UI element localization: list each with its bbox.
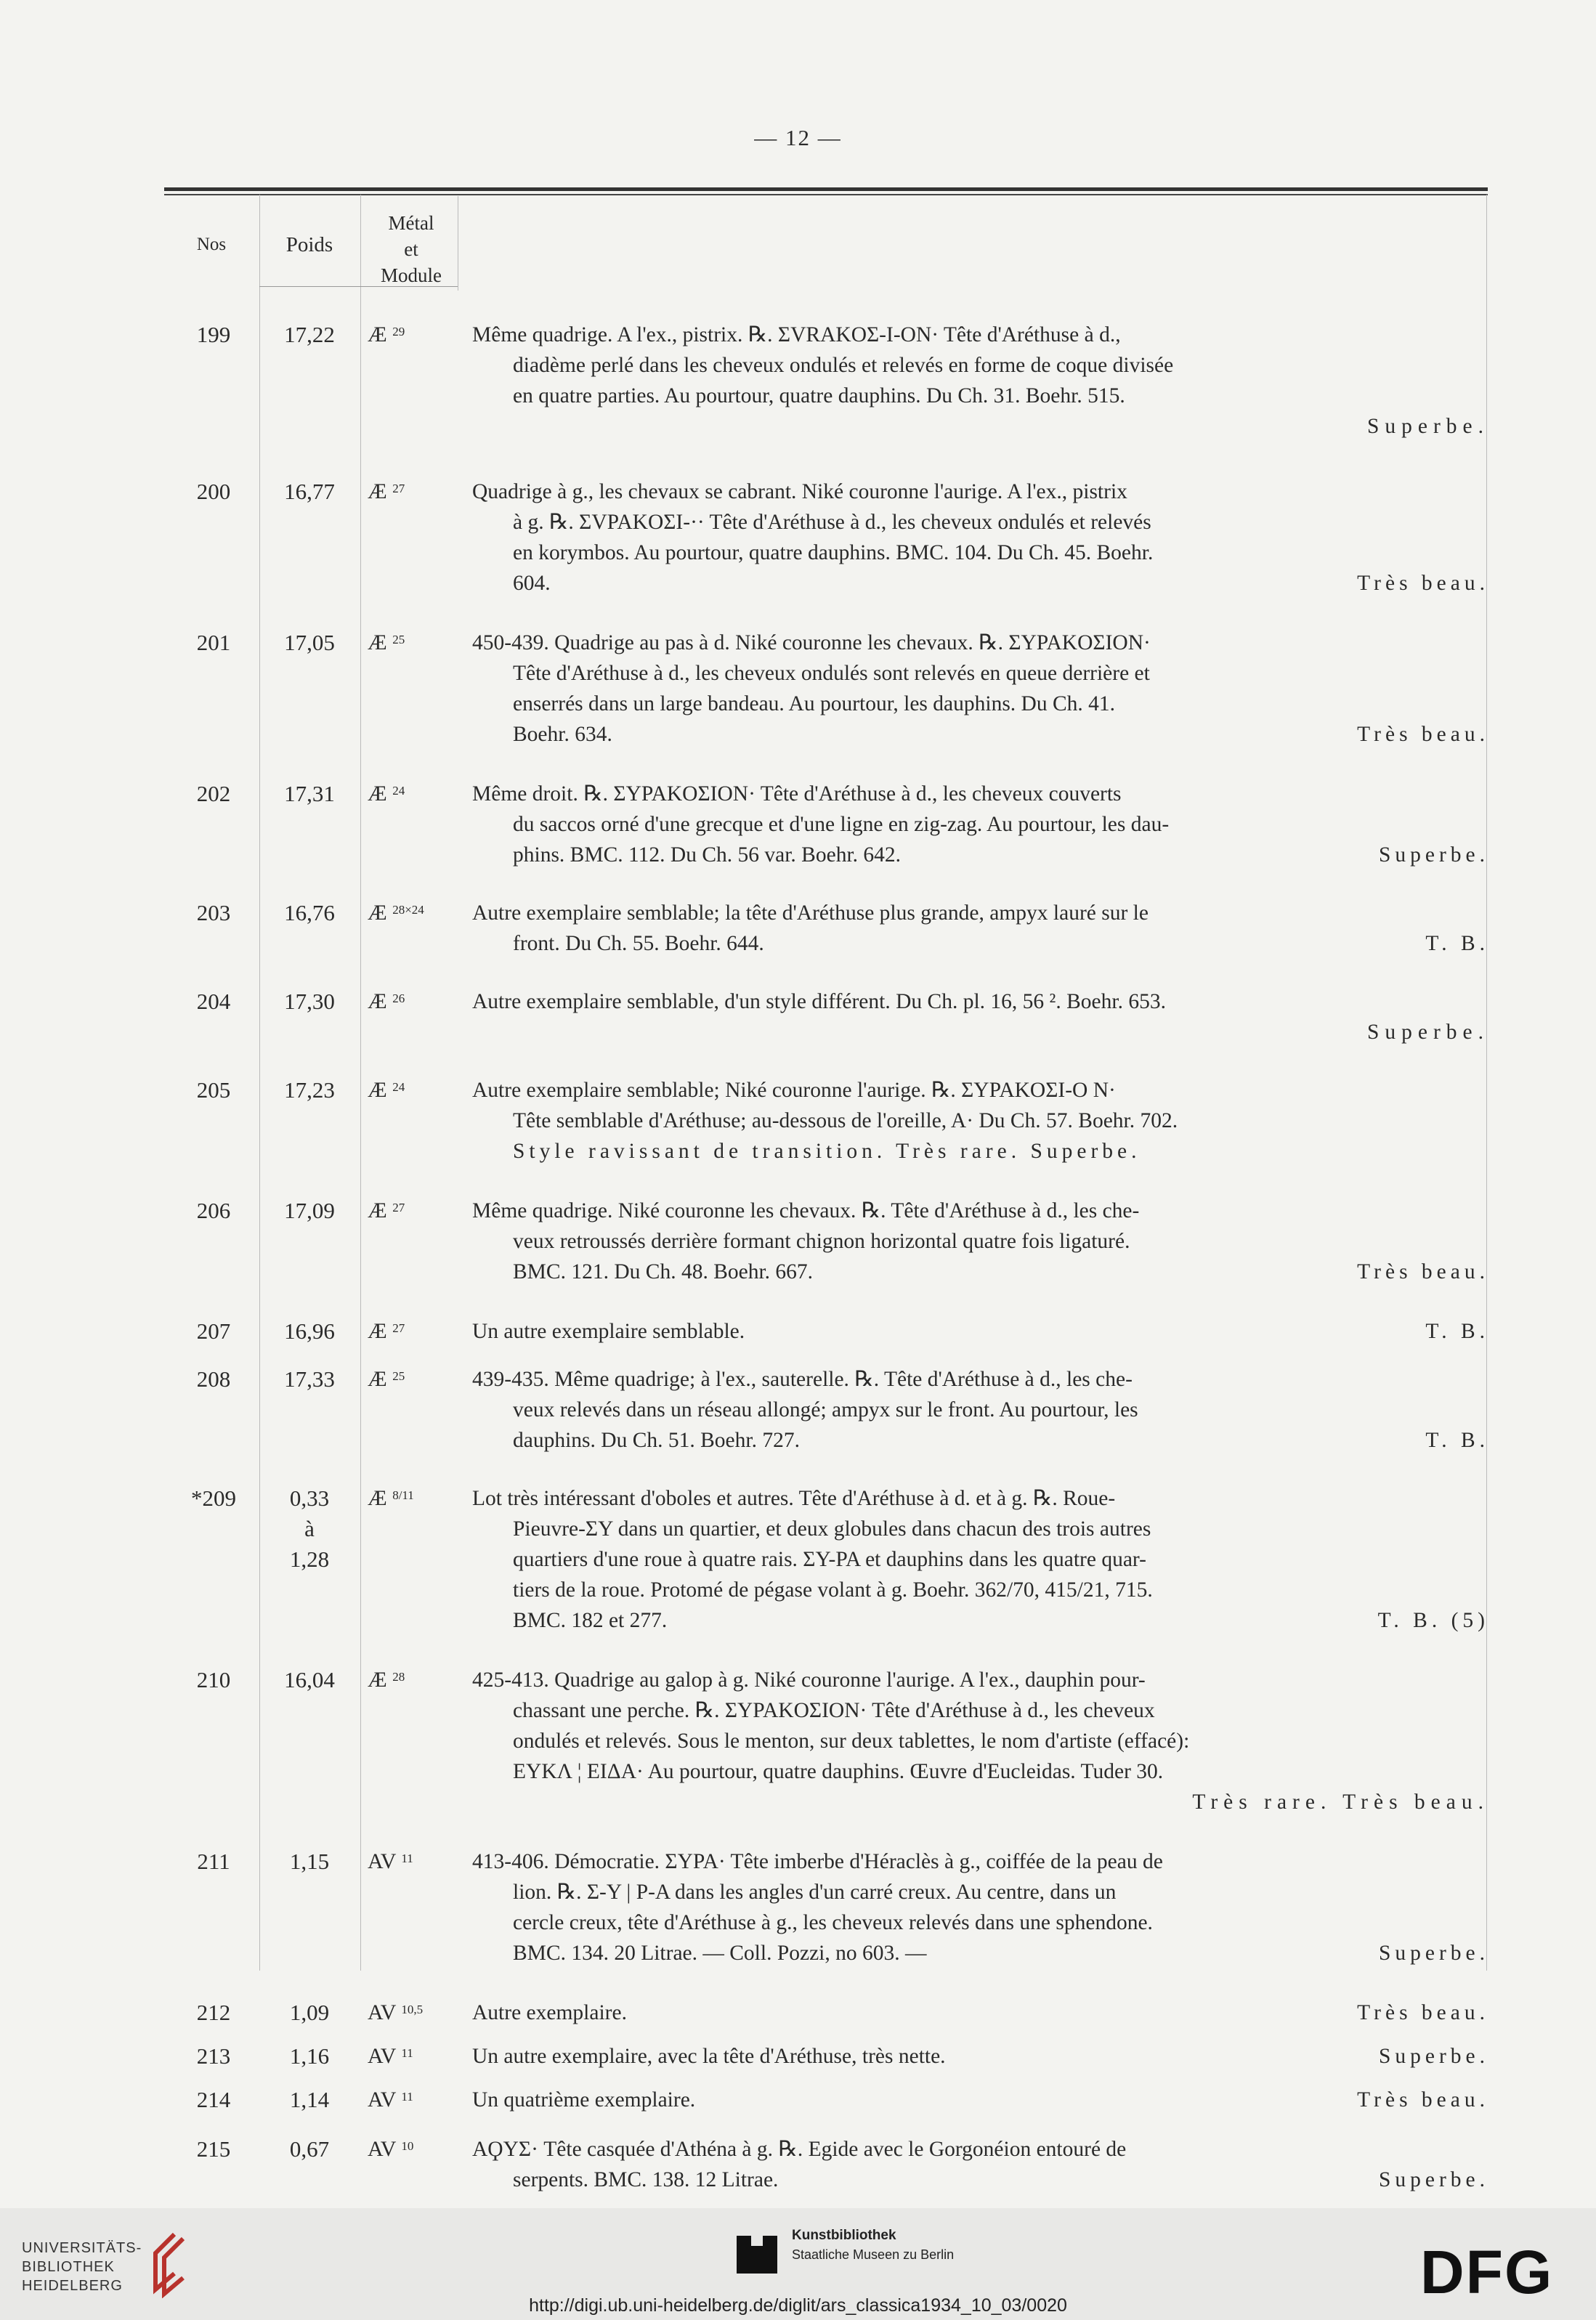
lot-weight <box>259 1316 360 1347</box>
grade-label: Très beau. <box>1357 2001 1489 2024</box>
metal-symbol: Æ <box>368 989 387 1013</box>
description-final-line <box>472 1316 1489 1347</box>
weight-value: 17,05 <box>284 630 335 655</box>
module-size: 25 <box>392 633 405 646</box>
description-line: 604. <box>513 572 551 595</box>
grade-label: T. B. <box>1425 932 1489 955</box>
description-final-line <box>472 719 1489 750</box>
metal-symbol: Æ <box>368 630 387 654</box>
description-line: chassant une perche. ℞. ΣYPAKOΣION· Tête d'Aréthuse à d., les cheveux <box>513 1699 1155 1722</box>
module-size: 25 <box>392 1369 405 1383</box>
grade-label: Superbe. <box>1378 843 1489 867</box>
lot-metal-module <box>368 986 455 1017</box>
lot-description <box>472 320 1489 442</box>
lot-weight <box>259 2041 360 2072</box>
lot-weight <box>259 779 360 809</box>
description-line: Même droit. ℞. ΣYPAKOΣION· Tête d'Aréthuse à d., les cheveux couverts <box>472 782 1122 806</box>
weight-value: 17,23 <box>284 1077 335 1103</box>
lot-number: 207 <box>196 1318 231 1344</box>
weight-value: 17,31 <box>284 781 335 806</box>
description-line: BMC. 121. Du Ch. 48. Boehr. 667. <box>513 1260 814 1283</box>
lot-metal-module <box>368 1075 455 1106</box>
lot-weight <box>259 1075 360 1106</box>
catalogue-row <box>164 628 1488 750</box>
weight-value: 17,30 <box>284 989 335 1014</box>
lot-number: 205 <box>196 1077 231 1103</box>
module-size: 11 <box>401 1851 413 1865</box>
description-line: BMC. 182 et 277. <box>513 1609 668 1632</box>
page-number: — 12 — <box>754 125 842 150</box>
lot-weight <box>259 476 360 507</box>
description-line: Pieuvre-ΣY dans un quartier, et deux globules dans chacun des trois autres <box>513 1517 1151 1541</box>
kunstbibliothek-logo-icon <box>734 2230 780 2276</box>
catalogue-row <box>164 320 1488 442</box>
weight-value: 0,33 <box>289 1485 330 1511</box>
lot-weight <box>259 1997 360 2028</box>
catalogue-row <box>164 986 1488 1047</box>
metal-symbol: Æ <box>368 323 387 346</box>
header-underline <box>360 286 458 287</box>
lot-weight <box>259 986 360 1017</box>
catalogue-row <box>164 1665 1488 1817</box>
description-final-line <box>472 840 1489 870</box>
description-line: lion. ℞. Σ-Y | P-A dans les angles d'un carré creux. Au centre, dans un <box>513 1881 1117 1904</box>
dfg-logo[interactable]: DFG <box>1420 2238 1554 2306</box>
lot-weight <box>259 2134 360 2165</box>
lot-description <box>472 986 1489 1047</box>
description-final-line <box>472 1997 1489 2028</box>
header-module: Module <box>381 264 442 286</box>
grade-label: T. B. <box>1425 1429 1489 1452</box>
header-et: et <box>404 238 418 260</box>
catalogue-rows <box>164 320 1488 2205</box>
description-line: Lot très intéressant d'oboles et autres. Tête d'Aréthuse à d. et à g. ℞. Roue- <box>472 1487 1116 1510</box>
catalogue-row <box>164 2134 1488 2195</box>
description-final-line <box>472 1257 1489 1287</box>
description-line: Un autre exemplaire, avec la tête d'Aréthuse, très nette. <box>472 2045 946 2068</box>
lot-metal-module <box>368 779 455 809</box>
description-line: en quatre parties. Au pourtour, quatre dauphins. Du Ch. 31. Boehr. 515. <box>513 384 1125 407</box>
header-poids: Poids <box>285 233 333 256</box>
lot-description <box>472 1997 1489 2028</box>
metal-symbol: Æ <box>368 782 387 806</box>
metal-symbol: Æ <box>368 1319 387 1343</box>
lot-description <box>472 1846 1489 1968</box>
metal-symbol: Æ <box>368 1486 387 1510</box>
grade-label: T. B. <box>1425 1320 1489 1343</box>
kunstbibliothek-label[interactable] <box>792 2226 954 2264</box>
description-line: 413-406. Démocratie. ΣYPA· Tête imberbe d'Héraclès à g., coiffée de la peau de <box>472 1850 1163 1873</box>
catalogue-row <box>164 1997 1488 2028</box>
catalogue-row <box>164 1483 1488 1636</box>
metal-symbol: AV <box>368 2137 396 2161</box>
lot-description <box>472 1665 1489 1817</box>
module-size: 27 <box>392 1321 405 1335</box>
lot-number: 208 <box>196 1366 231 1392</box>
lot-metal-module <box>368 320 455 350</box>
lot-number: 210 <box>196 1667 231 1692</box>
weight-value: 1,15 <box>289 1849 330 1874</box>
description-final-line <box>472 2041 1489 2072</box>
weight-value: 16,76 <box>284 900 335 925</box>
weight-range-part: à <box>304 1516 315 1541</box>
metal-symbol: AV <box>368 2044 396 2068</box>
source-url-link[interactable]: http://digi.ub.uni-heidelberg.de/diglit/ars_classica1934_10_03/0020 <box>529 2295 1067 2316</box>
description-line: Tête d'Aréthuse à d., les cheveux ondulés sont relevés en queue derrière et <box>513 662 1150 685</box>
lot-description <box>472 2041 1489 2072</box>
weight-value: 1,09 <box>289 2000 330 2025</box>
lot-metal-module <box>368 1364 455 1395</box>
description-line: Même quadrige. A l'ex., pistrix. ℞. ΣVRAKOΣ-I-ON· Tête d'Aréthuse à d., <box>472 323 1121 346</box>
lot-number: 214 <box>196 2087 231 2112</box>
lot-description <box>472 628 1489 750</box>
lot-metal-module <box>368 1316 455 1347</box>
description-line: 425-413. Quadrige au galop à g. Niké couronne l'aurige. A l'ex., dauphin pour- <box>472 1668 1146 1692</box>
lot-description <box>472 898 1489 959</box>
lot-number: 203 <box>196 900 231 925</box>
description-line: phins. BMC. 112. Du Ch. 56 var. Boehr. 642. <box>513 843 902 867</box>
weight-value: 16,96 <box>284 1318 335 1344</box>
lot-description <box>472 1316 1489 1347</box>
description-line: 450-439. Quadrige au pas à d. Niké couronne les chevaux. ℞. ΣYPAKOΣION· <box>472 631 1151 654</box>
catalogue-row <box>164 2041 1488 2072</box>
description-line: quartiers d'une roue à quatre rais. ΣY-PA et dauphins dans les quatre quar- <box>513 1548 1146 1571</box>
description-final-line <box>472 2165 1489 2195</box>
lot-description <box>472 1364 1489 1456</box>
grade-label: Superbe. <box>1378 2168 1489 2191</box>
description-line: Autre exemplaire semblable; la tête d'Aréthuse plus grande, ampyx lauré sur le <box>472 901 1149 925</box>
description-final-line <box>472 568 1489 599</box>
weight-range-part: 1,28 <box>289 1546 330 1572</box>
lot-metal-module <box>368 1665 455 1695</box>
description-line: Un autre exemplaire semblable. <box>472 1320 745 1343</box>
weight-value: 17,33 <box>284 1366 335 1392</box>
catalogue-row <box>164 476 1488 599</box>
lot-number: 199 <box>196 322 231 347</box>
column-headers <box>164 195 1488 296</box>
lot-description <box>472 476 1489 599</box>
description-line: dauphins. Du Ch. 51. Boehr. 727. <box>513 1429 800 1452</box>
metal-symbol: Æ <box>368 1367 387 1391</box>
catalogue-row <box>164 2085 1488 2115</box>
description-line: serpents. BMC. 138. 12 Litrae. <box>513 2168 779 2191</box>
description-line: Autre exemplaire semblable, d'un style différent. Du Ch. pl. 16, 56 ². Boehr. 653. <box>472 990 1166 1013</box>
module-size: 10,5 <box>401 2003 424 2016</box>
lot-metal-module <box>368 1196 455 1226</box>
lot-weight <box>259 898 360 928</box>
description-line: ondulés et relevés. Sous le menton, sur deux tablettes, le nom d'artiste (effacé): <box>513 1729 1190 1753</box>
lot-number: 206 <box>196 1198 231 1223</box>
lot-weight <box>259 1846 360 1877</box>
lot-weight <box>259 1665 360 1695</box>
catalogue-table-header <box>164 187 1488 296</box>
lot-weight <box>259 1483 360 1575</box>
lot-description <box>472 1075 1489 1167</box>
description-line: veux relevés dans un réseau allongé; ampyx sur le front. Au pourtour, les <box>513 1398 1138 1421</box>
lot-metal-module <box>368 1846 455 1877</box>
lot-metal-module <box>368 898 455 928</box>
heidelberg-library-logo[interactable] <box>22 2239 142 2295</box>
header-metal: Métal <box>388 212 434 234</box>
description-final-line <box>472 1136 1489 1167</box>
metal-symbol: Æ <box>368 1668 387 1692</box>
description-line: Un quatrième exemplaire. <box>472 2088 696 2112</box>
grade-label: Superbe. <box>1366 1021 1489 1044</box>
header-rule-thick <box>164 187 1488 191</box>
lot-description <box>472 1483 1489 1636</box>
library-name-line1: UNIVERSITÄTS- <box>22 2240 142 2256</box>
description-line: cercle creux, tête d'Aréthuse à g., les cheveux relevés dans une sphendone. <box>513 1911 1153 1934</box>
lot-metal-module <box>368 1997 455 2028</box>
lot-weight <box>259 2085 360 2115</box>
module-size: 27 <box>392 1201 405 1214</box>
grade-label: Superbe. <box>1366 415 1489 438</box>
description-line: à g. ℞. ΣVPAKOΣI-·· Tête d'Aréthuse à d., les cheveux ondulés et relevés <box>513 511 1151 534</box>
description-line: 439-435. Même quadrige; à l'ex., sauterelle. ℞. Tête d'Aréthuse à d., les che- <box>472 1368 1133 1391</box>
module-size: 27 <box>392 482 405 495</box>
catalogue-row <box>164 1196 1488 1287</box>
footer-bar <box>0 2208 1596 2320</box>
description-line: Quadrige à g., les chevaux se cabrant. Niké couronne l'aurige. A l'ex., pistrix <box>472 480 1127 503</box>
description-final-line <box>472 1425 1489 1456</box>
weight-value: 1,14 <box>289 2087 330 2112</box>
module-size: 24 <box>392 784 405 798</box>
lot-number: 202 <box>196 781 231 806</box>
metal-symbol: AV <box>368 2088 396 2112</box>
grade-label: Très beau. <box>1357 1260 1489 1283</box>
description-final-line <box>472 928 1489 959</box>
description-line: front. Du Ch. 55. Boehr. 644. <box>513 932 764 955</box>
header-nos: Nos <box>196 235 227 254</box>
description-line: diadème perlé dans les cheveux ondulés et relevés en forme de coque divisée <box>513 354 1174 377</box>
description-final-line <box>472 1938 1489 1968</box>
header-metal-module <box>360 210 462 288</box>
description-final-line <box>472 1605 1489 1636</box>
description-line: Boehr. 634. <box>513 723 612 746</box>
description-line: BMC. 134. 20 Litrae. — Coll. Pozzi, no 603. — <box>513 1942 927 1965</box>
module-size: 11 <box>401 2090 413 2104</box>
weight-value: 17,22 <box>284 322 335 347</box>
grade-label: Très beau. <box>1357 723 1489 746</box>
lot-number: 204 <box>196 989 231 1014</box>
lot-weight <box>259 628 360 658</box>
lot-number: 215 <box>196 2136 231 2162</box>
catalogue-row <box>164 1846 1488 1968</box>
description-final-line <box>472 2085 1489 2115</box>
lot-description <box>472 2085 1489 2115</box>
catalogue-row <box>164 1316 1488 1347</box>
library-emblem-icon <box>145 2231 192 2298</box>
library-name-line2: BIBLIOTHEK <box>22 2259 115 2275</box>
catalogue-row <box>164 1364 1488 1456</box>
catalogue-row <box>164 779 1488 870</box>
kunstbibliothek-title: Kunstbibliothek <box>792 2228 896 2243</box>
lot-metal-module <box>368 2041 455 2072</box>
lot-number: 200 <box>196 479 231 504</box>
lot-weight <box>259 1196 360 1226</box>
module-size: 26 <box>392 991 405 1005</box>
metal-symbol: AV <box>368 2000 396 2024</box>
lot-number: 213 <box>196 2043 231 2069</box>
description-line: Autre exemplaire. <box>472 2001 627 2024</box>
module-size: 28×24 <box>392 903 424 917</box>
metal-symbol: AV <box>368 1849 396 1873</box>
module-size: 10 <box>401 2139 414 2153</box>
lot-number: 211 <box>197 1849 230 1874</box>
grade-label: Très beau. <box>1357 572 1489 595</box>
lot-metal-module <box>368 2085 455 2115</box>
lot-weight <box>259 320 360 350</box>
weight-value: 0,67 <box>289 2136 330 2162</box>
lot-number: 201 <box>196 630 231 655</box>
lot-weight <box>259 1364 360 1395</box>
lot-metal-module <box>368 1483 455 1514</box>
header-underline <box>259 286 361 287</box>
catalogue-row <box>164 1075 1488 1167</box>
description-line: tiers de la roue. Protomé de pégase volant à g. Boehr. 362/70, 415/21, 715. <box>513 1578 1153 1602</box>
module-size: 11 <box>401 2046 413 2060</box>
library-name-line3: HEIDELBERG <box>22 2278 123 2294</box>
description-line: veux retroussés derrière formant chignon horizontal quatre fois ligaturé. <box>513 1230 1130 1253</box>
lot-description <box>472 779 1489 870</box>
lot-number: *209 <box>191 1485 236 1511</box>
lot-description <box>472 2134 1489 2195</box>
module-size: 28 <box>392 1670 405 1684</box>
grade-label: Très beau. <box>1357 2088 1489 2112</box>
description-line: en korymbos. Au pourtour, quatre dauphins. BMC. 104. Du Ch. 45. Boehr. <box>513 541 1154 564</box>
description-line: Style ravissant de transition. Très rare. Superbe. <box>513 1140 1141 1163</box>
metal-symbol: Æ <box>368 1198 387 1222</box>
weight-value: 1,16 <box>289 2043 330 2069</box>
weight-value: 16,77 <box>284 479 335 504</box>
metal-symbol: Æ <box>368 479 387 503</box>
grade-label: T. B. (5) <box>1377 1609 1489 1632</box>
description-line: AϘYΣ· Tête casquée d'Athéna à g. ℞. Egide avec le Gorgonéion entouré de <box>472 2138 1127 2161</box>
lot-description <box>472 1196 1489 1287</box>
description-line: enserrés dans un large bandeau. Au pourtour, les dauphins. Du Ch. 41. <box>513 692 1116 715</box>
lot-metal-module <box>368 476 455 507</box>
weight-value: 16,04 <box>284 1667 335 1692</box>
metal-symbol: Æ <box>368 901 387 925</box>
lot-metal-module <box>368 2134 455 2165</box>
description-line: du saccos orné d'une grecque et d'une ligne en zig-zag. Au pourtour, les dau- <box>513 813 1170 836</box>
grade-label: Très rare. Très beau. <box>1192 1790 1489 1814</box>
description-line: Même quadrige. Niké couronne les chevaux. ℞. Tête d'Aréthuse à d., les che- <box>472 1199 1140 1222</box>
description-line: Autre exemplaire semblable; Niké couronne l'aurige. ℞. ΣYPAKOΣI-O N· <box>472 1079 1116 1102</box>
module-size: 29 <box>392 325 405 338</box>
grade-label: Superbe. <box>1378 2045 1489 2068</box>
catalogue-row <box>164 898 1488 959</box>
description-line: Tête semblable d'Aréthuse; au-dessous de l'oreille, A· Du Ch. 57. Boehr. 702. <box>513 1109 1178 1132</box>
lot-metal-module <box>368 628 455 658</box>
kunstbibliothek-subtitle: Staatliche Museen zu Berlin <box>792 2247 955 2262</box>
module-size: 8/11 <box>392 1488 414 1502</box>
metal-symbol: Æ <box>368 1078 387 1102</box>
description-line: EYKΛ ¦ EIΔA· Au pourtour, quatre dauphins. Œuvre d'Eucleidas. Tuder 30. <box>513 1760 1164 1783</box>
lot-number: 212 <box>196 2000 231 2025</box>
grade-label: Superbe. <box>1378 1942 1489 1965</box>
module-size: 24 <box>392 1080 405 1094</box>
weight-value: 17,09 <box>284 1198 335 1223</box>
